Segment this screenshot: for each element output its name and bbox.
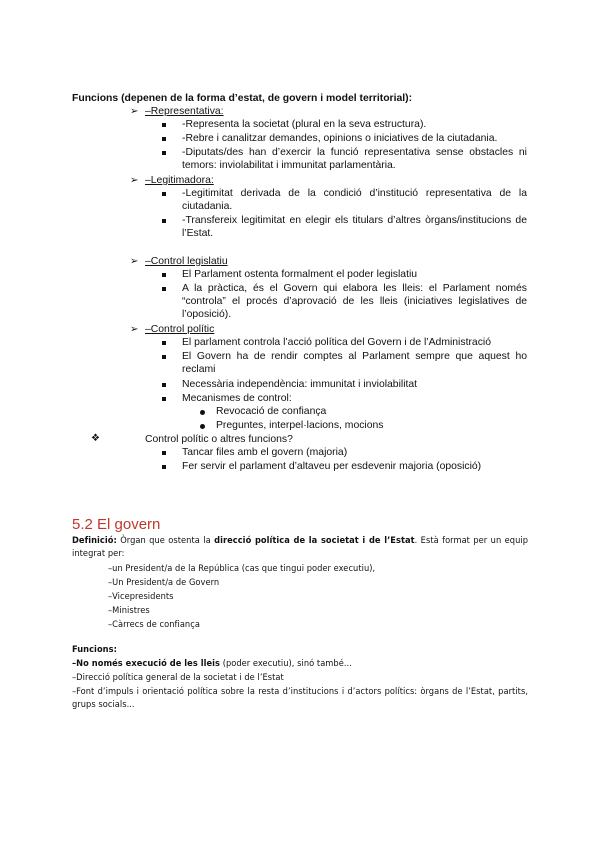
- list-item: Fer servir el parlament d’altaveu per esdevenir majoria (oposició): [182, 461, 482, 472]
- square-bullet-icon: [162, 397, 166, 401]
- square-bullet-icon: [162, 465, 166, 469]
- control-legislatiu-header: –Control legislatiu: [145, 256, 228, 267]
- square-bullet-icon: [162, 137, 166, 141]
- section-heading: 5.2 El govern: [72, 516, 161, 533]
- list-item: Mecanismes de control:: [182, 393, 292, 404]
- arrow-bullet-icon: ➢: [130, 106, 139, 117]
- square-bullet-icon: [162, 151, 166, 155]
- list-item: El Parlament ostenta formalment el poder legislatiu: [182, 269, 418, 280]
- sub-list-item: Revocació de confiança: [216, 406, 327, 417]
- altres-header: Control polític o altres funcions?: [145, 434, 293, 445]
- list-item: -Representa la societat (plural en la seva estructura).: [182, 119, 427, 130]
- list-item: -Legitimitat derivada de la condició d’institució representativa de la ciutadania.: [182, 188, 527, 212]
- list-item: -Diputats/des han d’exercir la funció representativa sense obstacles ni temors: inviolabilitat i immunitat parlamentària.: [182, 147, 527, 171]
- funcions-title: Funcions:: [72, 644, 117, 655]
- funcions-item-bold: –No només execució de les lleis: [72, 658, 221, 669]
- square-bullet-icon: [162, 273, 166, 277]
- definition-bold: direcció política de la societat i de l’Estat: [214, 535, 415, 546]
- funcions-item-rest: (poder executiu), sinó també...: [220, 658, 352, 669]
- arrow-bullet-icon: ➢: [130, 256, 139, 267]
- member-item: –Vicepresidents: [108, 591, 174, 602]
- list-item: A la pràctica, és el Govern qui elabora les lleis: el Parlament només “controla” el procés d’aprovació de les lleis (iniciatives legislatives de l’oposició).: [182, 283, 527, 320]
- square-bullet-icon: [162, 383, 166, 387]
- square-bullet-icon: [162, 123, 166, 127]
- square-bullet-icon: [162, 287, 166, 291]
- arrow-bullet-icon: ➢: [130, 324, 139, 335]
- definition-paragraph: [72, 534, 528, 560]
- member-item: –un President/a de la República (cas que tingui poder executiu),: [108, 563, 376, 574]
- definition-text-end: . Està format per un equip integrat per:: [72, 535, 529, 559]
- control-politic-header: –Control polític: [145, 324, 215, 335]
- square-bullet-icon: [162, 341, 166, 345]
- member-item: –Ministres: [108, 605, 150, 616]
- square-bullet-icon: [162, 451, 166, 455]
- list-item: Necessària independència: immunitat i inviolabilitat: [182, 379, 418, 390]
- square-bullet-icon: [162, 192, 166, 196]
- funcions-item: –Direcció política general de la societat i de l’Estat: [72, 672, 284, 683]
- list-item: -Transfereix legitimitat en elegir els titulars d’altres òrgans/institucions de l’Estat.: [182, 215, 527, 239]
- list-item: -Rebre i canalitzar demandes, opinions o iniciatives de la ciutadania.: [182, 133, 498, 144]
- sub-list-item: Preguntes, interpel·lacions, mocions: [216, 420, 384, 431]
- round-bullet-icon: [200, 410, 205, 415]
- representativa-header: –Representativa:: [145, 106, 224, 117]
- list-item: El parlament controla l’acció política del Govern i de l’Administració: [182, 337, 491, 348]
- member-item: –Un President/a de Govern: [108, 577, 220, 588]
- definition-label: Definició:: [72, 535, 117, 546]
- member-item: –Càrrecs de confiança: [108, 619, 200, 630]
- square-bullet-icon: [162, 355, 166, 359]
- funcions-item: –Font d’impuls i orientació política sobre la resta d’institucions i d’actors polítics: òrgans de l’Estat, partits, grups socials...: [72, 686, 528, 710]
- legitimadora-header: –Legitimadora:: [145, 175, 214, 186]
- definition-text: Òrgan que ostenta la: [116, 535, 215, 546]
- list-item: El Govern ha de rendir comptes al Parlament sempre que aquest ho reclami: [182, 351, 527, 375]
- round-bullet-icon: [200, 424, 205, 429]
- square-bullet-icon: [162, 219, 166, 223]
- list-item: Tancar files amb el govern (majoria): [182, 447, 348, 458]
- section-title: Funcions (depenen de la forma d’estat, de govern i model territorial):: [72, 93, 413, 104]
- arrow-bullet-icon: ➢: [130, 175, 139, 186]
- funcions-item: [72, 657, 352, 670]
- diamond-bullet-icon: ❖: [91, 433, 100, 444]
